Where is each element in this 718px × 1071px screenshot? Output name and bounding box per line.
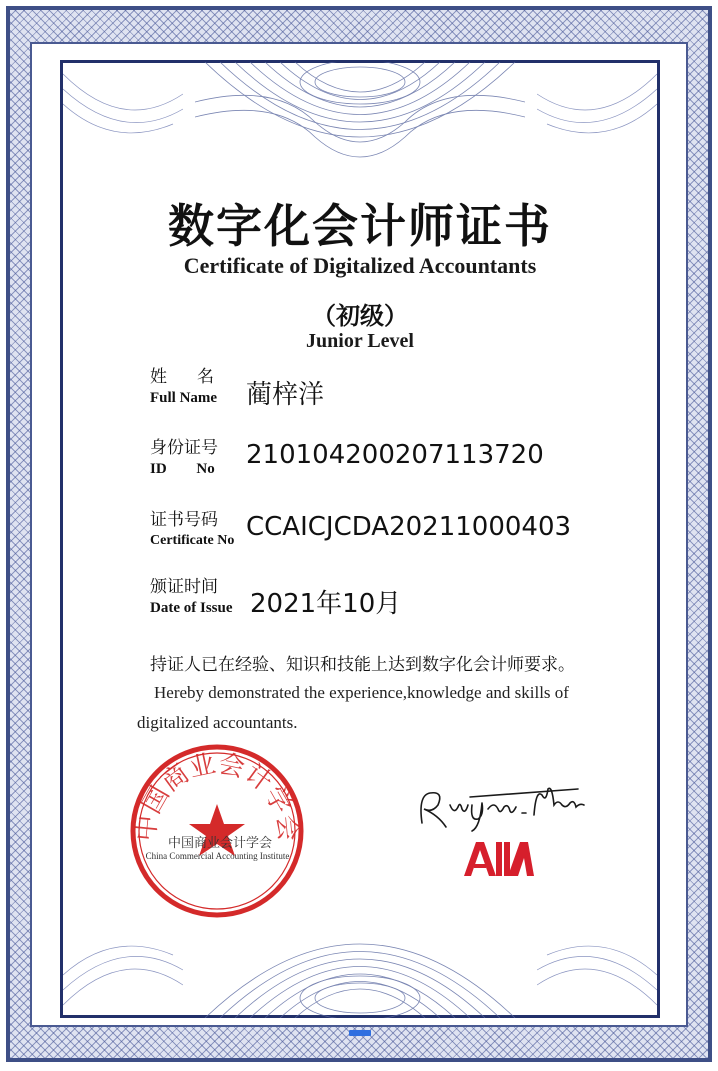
statement-cn: 持证人已在经验、知识和技能上达到数字化会计师要求。 <box>150 655 575 675</box>
seal-ring-text: 中国商业会计学会 <box>131 749 303 843</box>
id-value: 210104200207113720 <box>246 440 544 470</box>
cert-no-value: CCAICJCDA20211000403 <box>246 512 572 542</box>
field-issue-date-label <box>150 576 233 618</box>
official-seal <box>128 742 306 920</box>
corner-ornament-bottom-left <box>63 945 183 1015</box>
field-id-label <box>150 437 218 479</box>
issue-date-label-cn: 颁证时间 <box>150 577 218 597</box>
cert-no-label-cn: 证书号码 <box>150 510 218 530</box>
issue-date-label-en: Date of Issue <box>150 600 233 616</box>
corner-ornament-top-left <box>63 64 183 134</box>
issue-date-value: 2021年10月 <box>250 589 402 619</box>
corner-ornament-top-right <box>537 64 657 134</box>
aiia-logo <box>462 838 536 878</box>
statement-en-line2: digitalized accountants. <box>137 713 298 732</box>
cert-no-label-en: Certificate No <box>150 533 235 548</box>
field-name-label <box>150 366 244 408</box>
level-en: Junior Level <box>306 330 414 352</box>
seal-label-cn: 中国商业会计学会 <box>167 836 272 851</box>
handwritten-signature <box>410 775 590 835</box>
field-cert-no-label <box>150 509 234 551</box>
top-rosette-ornament <box>195 62 525 182</box>
page-indicator <box>349 1030 371 1036</box>
corner-ornament-bottom-right <box>537 945 657 1015</box>
statement-en-line1: Hereby demonstrated the experience,knowledge and skills of <box>154 683 569 702</box>
name-label-cn: 姓名 <box>150 367 244 387</box>
certificate-title-cn: 数字化会计师证书 <box>168 199 552 253</box>
seal-label-en: China Commercial Accounting Institute <box>145 851 290 861</box>
id-label-en: ID No <box>150 461 215 477</box>
name-value: 蔺梓洋 <box>246 380 325 410</box>
name-label-en: Full Name <box>150 390 218 406</box>
level-cn: （初级） <box>312 302 408 330</box>
id-label-cn: 身份证号 <box>150 438 218 458</box>
certificate-title-en: Certificate of Digitalized Accountants <box>183 253 537 278</box>
